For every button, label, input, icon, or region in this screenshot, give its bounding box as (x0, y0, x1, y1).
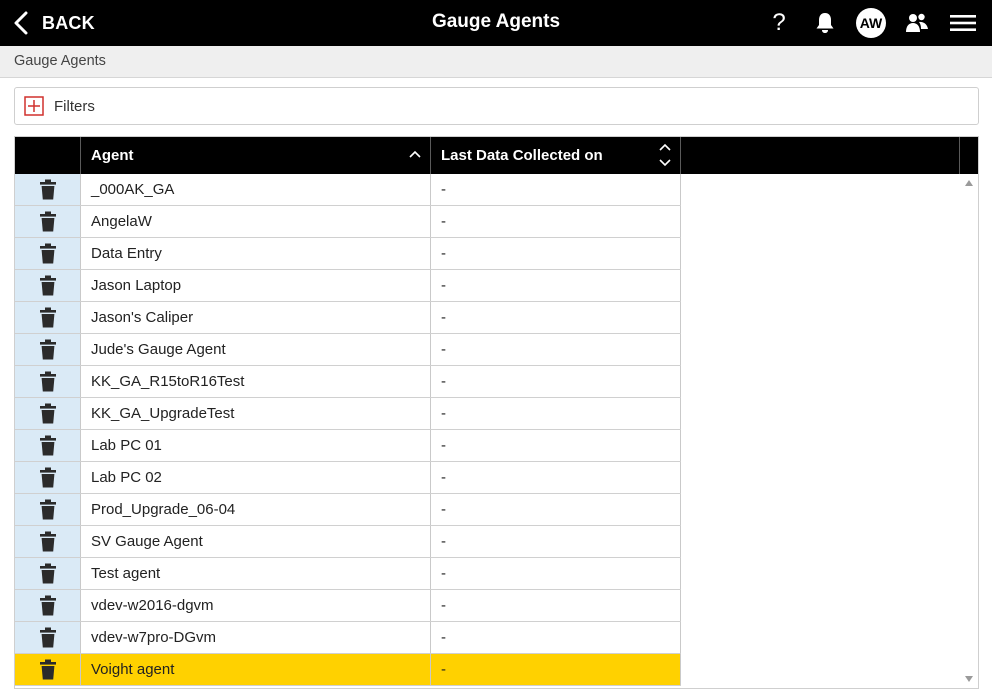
trash-icon (39, 595, 57, 616)
trash-icon (39, 307, 57, 328)
trash-icon (39, 467, 57, 488)
last-data-cell: - (431, 430, 681, 461)
agents-table (14, 136, 979, 689)
last-data-cell: - (431, 334, 681, 365)
last-data-cell: - (431, 302, 681, 333)
table-header (15, 137, 978, 174)
last-data-cell: - (431, 462, 681, 493)
menu-button[interactable] (948, 8, 978, 38)
chevron-left-icon (12, 11, 32, 35)
expand-plus-icon (24, 96, 44, 116)
delete-row-button[interactable] (15, 462, 81, 493)
help-icon: ? (772, 9, 786, 36)
table-row[interactable] (15, 174, 681, 206)
agent-cell[interactable]: vdev-w2016-dgvm (81, 590, 431, 621)
delete-row-button[interactable] (15, 526, 81, 557)
header-last-data-label: Last Data Collected on (441, 147, 603, 164)
table-row[interactable] (15, 270, 681, 302)
table-row[interactable] (15, 494, 681, 526)
last-data-cell: - (431, 558, 681, 589)
delete-row-button[interactable] (15, 590, 81, 621)
agent-cell[interactable]: KK_GA_R15toR16Test (81, 366, 431, 397)
table-row[interactable] (15, 622, 681, 654)
trash-icon (39, 531, 57, 552)
users-button[interactable] (902, 8, 932, 38)
trash-icon (39, 499, 57, 520)
trash-icon (39, 179, 57, 200)
delete-row-button[interactable] (15, 494, 81, 525)
header-agent[interactable] (81, 137, 431, 174)
trash-icon (39, 659, 57, 680)
delete-row-button[interactable] (15, 334, 81, 365)
breadcrumb[interactable]: Gauge Agents (14, 53, 106, 69)
scroll-up-arrow-icon[interactable] (964, 179, 974, 187)
trash-icon (39, 627, 57, 648)
agent-cell[interactable]: Prod_Upgrade_06-04 (81, 494, 431, 525)
trash-icon (39, 403, 57, 424)
back-label: BACK (42, 12, 95, 33)
trash-icon (39, 339, 57, 360)
agent-cell[interactable]: Jason Laptop (81, 270, 431, 301)
agent-cell[interactable]: KK_GA_UpgradeTest (81, 398, 431, 429)
agent-cell[interactable]: Lab PC 01 (81, 430, 431, 461)
table-row[interactable] (15, 366, 681, 398)
last-data-cell: - (431, 270, 681, 301)
last-data-cell: - (431, 526, 681, 557)
trash-icon (39, 275, 57, 296)
last-data-cell: - (431, 366, 681, 397)
last-data-cell: - (431, 654, 681, 685)
delete-row-button[interactable] (15, 174, 81, 205)
agent-cell[interactable]: Lab PC 02 (81, 462, 431, 493)
table-row[interactable] (15, 302, 681, 334)
header-scroll-gutter (960, 137, 978, 174)
last-data-cell: - (431, 622, 681, 653)
header-agent-label: Agent (91, 147, 134, 164)
delete-row-button[interactable] (15, 206, 81, 237)
agent-cell[interactable]: SV Gauge Agent (81, 526, 431, 557)
table-row[interactable] (15, 334, 681, 366)
sort-unsorted-icon (658, 142, 672, 168)
page-title: Gauge Agents (431, 11, 561, 32)
table-row[interactable] (15, 462, 681, 494)
delete-row-button[interactable] (15, 622, 81, 653)
help-button[interactable] (764, 8, 794, 38)
last-data-cell: - (431, 494, 681, 525)
agent-cell[interactable]: Jude's Gauge Agent (81, 334, 431, 365)
top-bar (0, 0, 992, 46)
agent-cell[interactable]: Jason's Caliper (81, 302, 431, 333)
table-row[interactable] (15, 430, 681, 462)
table-row[interactable] (15, 398, 681, 430)
agent-cell[interactable]: _000AK_GA (81, 174, 431, 205)
sort-ascending-icon (408, 148, 422, 160)
top-icons (748, 0, 978, 46)
trash-icon (39, 563, 57, 584)
delete-row-button[interactable] (15, 654, 81, 685)
agent-cell[interactable]: Voight agent (81, 654, 431, 685)
back-button[interactable] (12, 0, 95, 46)
agent-cell[interactable]: Test agent (81, 558, 431, 589)
delete-row-button[interactable] (15, 302, 81, 333)
trash-icon (39, 211, 57, 232)
scroll-down-arrow-icon[interactable] (964, 675, 974, 683)
delete-row-button[interactable] (15, 398, 81, 429)
table-row[interactable] (15, 558, 681, 590)
trash-icon (39, 371, 57, 392)
breadcrumb-bar (0, 46, 992, 78)
trash-icon (39, 435, 57, 456)
last-data-cell: - (431, 590, 681, 621)
delete-row-button[interactable] (15, 558, 81, 589)
delete-row-button[interactable] (15, 430, 81, 461)
last-data-cell: - (431, 174, 681, 205)
table-row[interactable] (15, 206, 681, 238)
delete-row-button[interactable] (15, 366, 81, 397)
avatar[interactable]: AW (856, 8, 886, 38)
table-row[interactable] (15, 238, 681, 270)
delete-row-button[interactable] (15, 238, 81, 269)
agent-cell[interactable]: AngelaW (81, 206, 431, 237)
last-data-cell: - (431, 398, 681, 429)
filters-label: Filters (54, 97, 95, 115)
header-last-data[interactable] (431, 137, 681, 174)
table-body (15, 174, 978, 688)
agent-cell[interactable]: Data Entry (81, 238, 431, 269)
trash-icon (39, 243, 57, 264)
table-row[interactable] (15, 526, 681, 558)
delete-row-button[interactable] (15, 270, 81, 301)
filters-panel-toggle[interactable] (14, 87, 979, 125)
header-delete-column (15, 137, 81, 174)
vertical-scrollbar[interactable] (960, 174, 978, 688)
agent-cell[interactable]: vdev-w7pro-DGvm (81, 622, 431, 653)
last-data-cell: - (431, 238, 681, 269)
header-spacer (681, 137, 960, 174)
table-row[interactable] (15, 590, 681, 622)
notifications-button[interactable] (810, 8, 840, 38)
users-icon (905, 12, 929, 34)
bell-icon (815, 12, 835, 34)
hamburger-menu-icon (950, 14, 976, 32)
table-row[interactable] (15, 654, 681, 686)
last-data-cell: - (431, 206, 681, 237)
